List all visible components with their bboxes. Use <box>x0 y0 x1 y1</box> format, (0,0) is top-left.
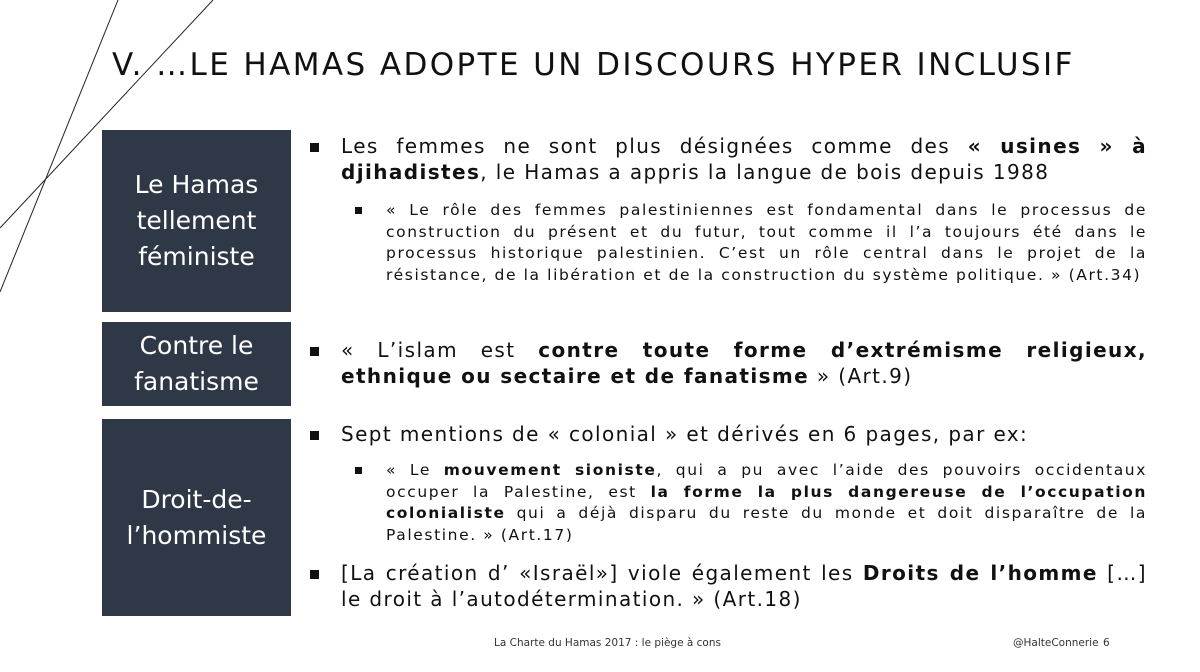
page-number: 6 <box>1103 637 1110 649</box>
bullet-square-icon <box>310 431 319 440</box>
section-label-fanatisme: Contre le fanatisme <box>102 322 291 406</box>
bullet-square-icon <box>310 143 319 152</box>
bullet-square-icon <box>310 347 319 356</box>
bullet-art18: [La création d’ «Israël»] viole également les Droits de l’homme […] le droit à l’autodétermination. » (Art.18) <box>310 560 1147 612</box>
footer-handle: @HalteConnerie <box>1013 637 1099 649</box>
bullet-square-icon <box>355 207 362 214</box>
section-label-droits: Droit-de- l’hommiste <box>102 419 291 616</box>
page-title: V. …LE HAMAS ADOPTE UN DISCOURS HYPER INCLUSIF <box>112 47 1075 83</box>
bullet-square-icon <box>310 570 319 579</box>
bullet-square-icon <box>355 467 362 474</box>
sub-bullet-art17: « Le mouvement sioniste, qui a pu avec l’aide des pouvoirs occidentaux occuper la Palestine, est la forme la plus dangereuse de l’occupation colonialiste qui a déjà disparu du reste du monde et doit disparaître de la Palestine. » (Art.17) <box>355 460 1147 546</box>
bullet-femmes: Les femmes ne sont plus désignées comme des « usines » à djihadistes, le Hamas a appris la langue de bois depuis 1988 <box>310 133 1147 185</box>
bullet-islam: « L’islam est contre toute forme d’extrémisme religieux, ethnique ou sectaire et de fanatisme » (Art.9) <box>310 337 1147 389</box>
footer-title: La Charte du Hamas 2017 : le piège à cons <box>494 637 721 649</box>
bullet-colonial: Sept mentions de « colonial » et dérivés en 6 pages, par ex: <box>310 421 1147 447</box>
section-label-feministe: Le Hamas tellement féministe <box>102 130 291 312</box>
sub-bullet-art34: « Le rôle des femmes palestiniennes est fondamental dans le processus de construction du présent et du futur, tout comme il l’a toujours été dans le processus historique palestinien. C’est un rôle central dans le projet de la résistance, de la libération et de la construction du système politique. » (Art.34) <box>355 200 1147 286</box>
